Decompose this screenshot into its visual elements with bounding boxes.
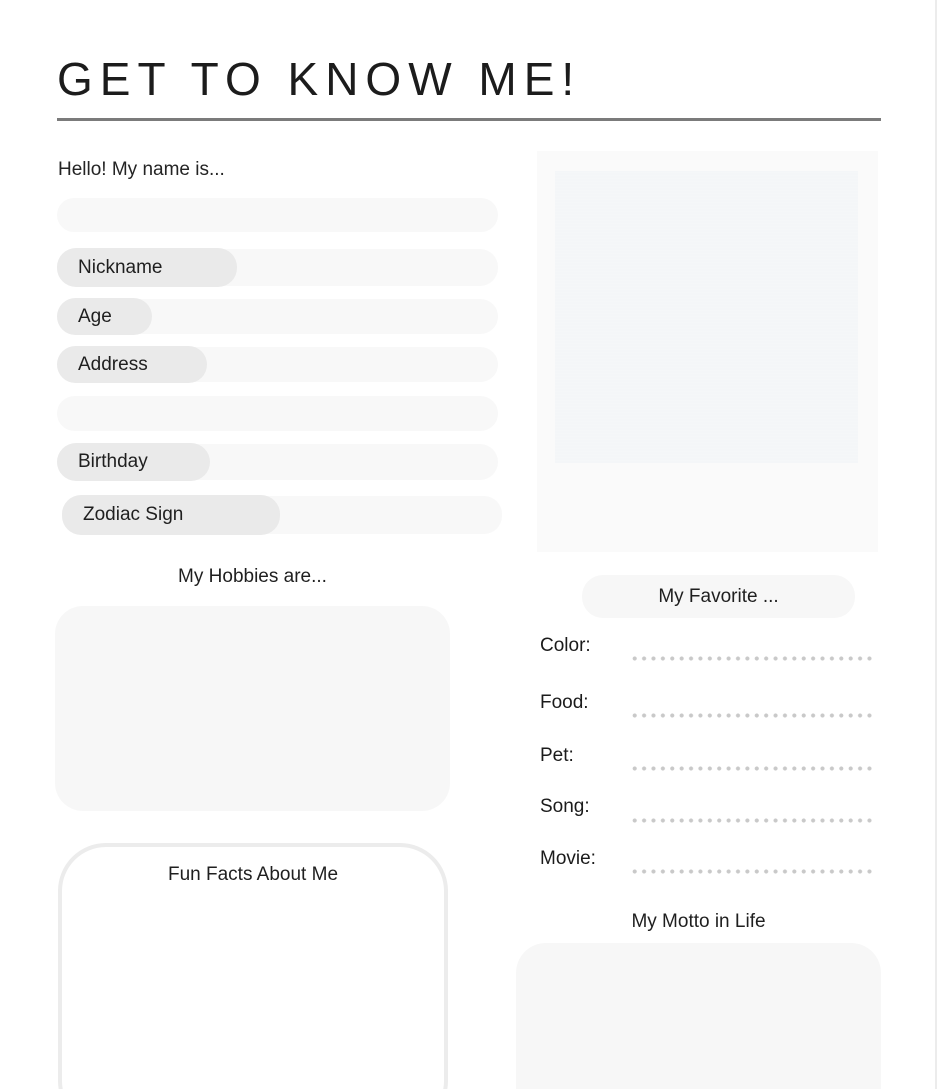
page-title: GET TO KNOW ME! bbox=[57, 53, 582, 105]
favorite-song-label: Song: bbox=[540, 796, 590, 817]
favorite-movie-label: Movie: bbox=[540, 848, 596, 869]
motto-heading: My Motto in Life bbox=[631, 911, 766, 932]
favorite-pet-writein-line[interactable] bbox=[630, 766, 874, 771]
favorite-food-writein-line[interactable] bbox=[630, 713, 874, 718]
photo-frame[interactable] bbox=[537, 151, 878, 552]
age-row bbox=[57, 298, 498, 335]
motto-writein-box[interactable] bbox=[516, 943, 881, 1089]
photo-placeholder bbox=[555, 171, 858, 463]
title-divider bbox=[57, 118, 881, 121]
page-right-edge bbox=[935, 0, 937, 1089]
hobbies-writein-box[interactable] bbox=[55, 606, 450, 811]
name-prompt-label: Hello! My name is... bbox=[58, 159, 225, 180]
birthday-row bbox=[57, 443, 498, 481]
nickname-label-pill: Nickname bbox=[57, 248, 237, 287]
favorite-food-label: Food: bbox=[540, 692, 589, 713]
address-overflow-row bbox=[57, 395, 498, 432]
hobbies-heading: My Hobbies are... bbox=[178, 566, 327, 587]
favorite-color-writein-line[interactable] bbox=[630, 656, 874, 661]
fun-facts-box[interactable] bbox=[58, 843, 448, 1089]
address-overflow-field[interactable] bbox=[57, 396, 498, 431]
name-field[interactable] bbox=[57, 198, 498, 232]
favorite-color-label: Color: bbox=[540, 635, 591, 656]
zodiac-sign-row bbox=[62, 495, 502, 535]
favorite-movie-writein-line[interactable] bbox=[630, 869, 874, 874]
zodiac-sign-label-pill: Zodiac Sign bbox=[62, 495, 280, 535]
fun-facts-heading: Fun Facts About Me bbox=[167, 864, 339, 885]
favorite-song-writein-line[interactable] bbox=[630, 818, 874, 823]
favorite-pet-label: Pet: bbox=[540, 745, 574, 766]
favorites-heading-pill: My Favorite ... bbox=[582, 575, 855, 618]
age-label-pill: Age bbox=[57, 298, 152, 335]
address-row bbox=[57, 346, 498, 383]
birthday-label-pill: Birthday bbox=[57, 443, 210, 481]
name-row bbox=[57, 197, 498, 233]
nickname-row bbox=[57, 248, 498, 287]
address-label-pill: Address bbox=[57, 346, 207, 383]
